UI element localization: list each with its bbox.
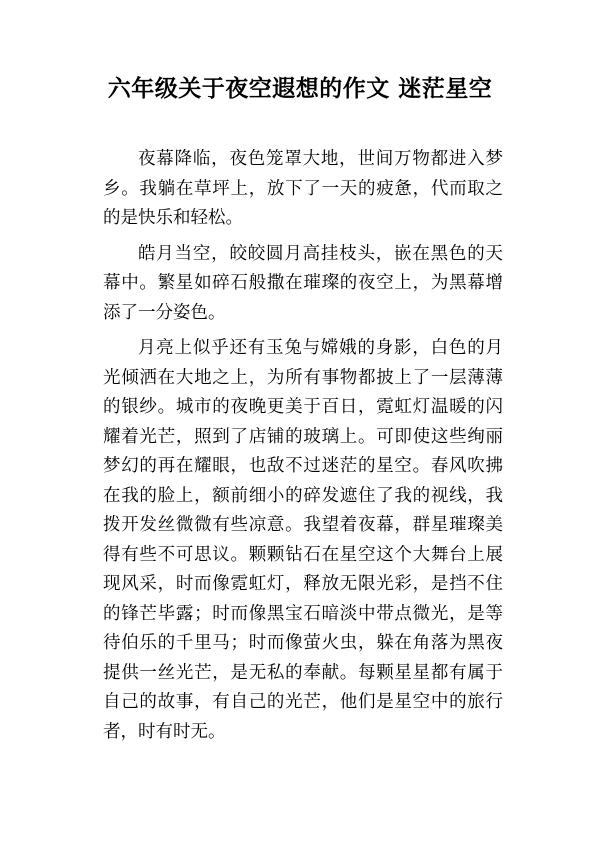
paragraph-2: 皓月当空，皎皎圆月高挂枝头，嵌在黑色的天幕中。繁星如碎石般撒在璀璨的夜空上，为黑幕增添了一分姿色。 [103,243,503,323]
document-title: 六年级关于夜空遐想的作文 迷茫星空 [107,76,493,102]
paragraph-3: 月亮上似乎还有玉兔与嫦娥的身影，白色的月光倾洒在大地之上，为所有事物都披上了一层薄薄的银纱。城市的夜晚更美于百日，霓虹灯温暖的闪耀着光芒，照到了店铺的玻璃上。可即使这些绚丽梦幻的再在耀眼，也敌不过迷茫的星空。春风吹拂在我的脸上，额前细小的碎发遮住了我的视线，我拨开发丝微微有些凉意。我望着夜幕，群星璀璨美得有些不可思议。颗颗钻石在星空这个大舞台上展现风采，时而像霓虹灯，释放无限光彩，是挡不住的锋芒毕露；时而像黑宝石暗淡中带点微光，是等待伯乐的千里马；时而像萤火虫，躲在角落为黑夜提供一丝光芒，是无私的奉献。每颗星星都有属于自己的故事，有自己的光芒，他们是星空中的旅行者，时有时无。 [103,338,503,742]
paragraph-1: 夜幕降临，夜色笼罩大地，世间万物都进入梦乡。我躺在草坪上，放下了一天的疲惫，代而取之的是快乐和轻松。 [103,149,503,228]
document-body [103,145,503,747]
